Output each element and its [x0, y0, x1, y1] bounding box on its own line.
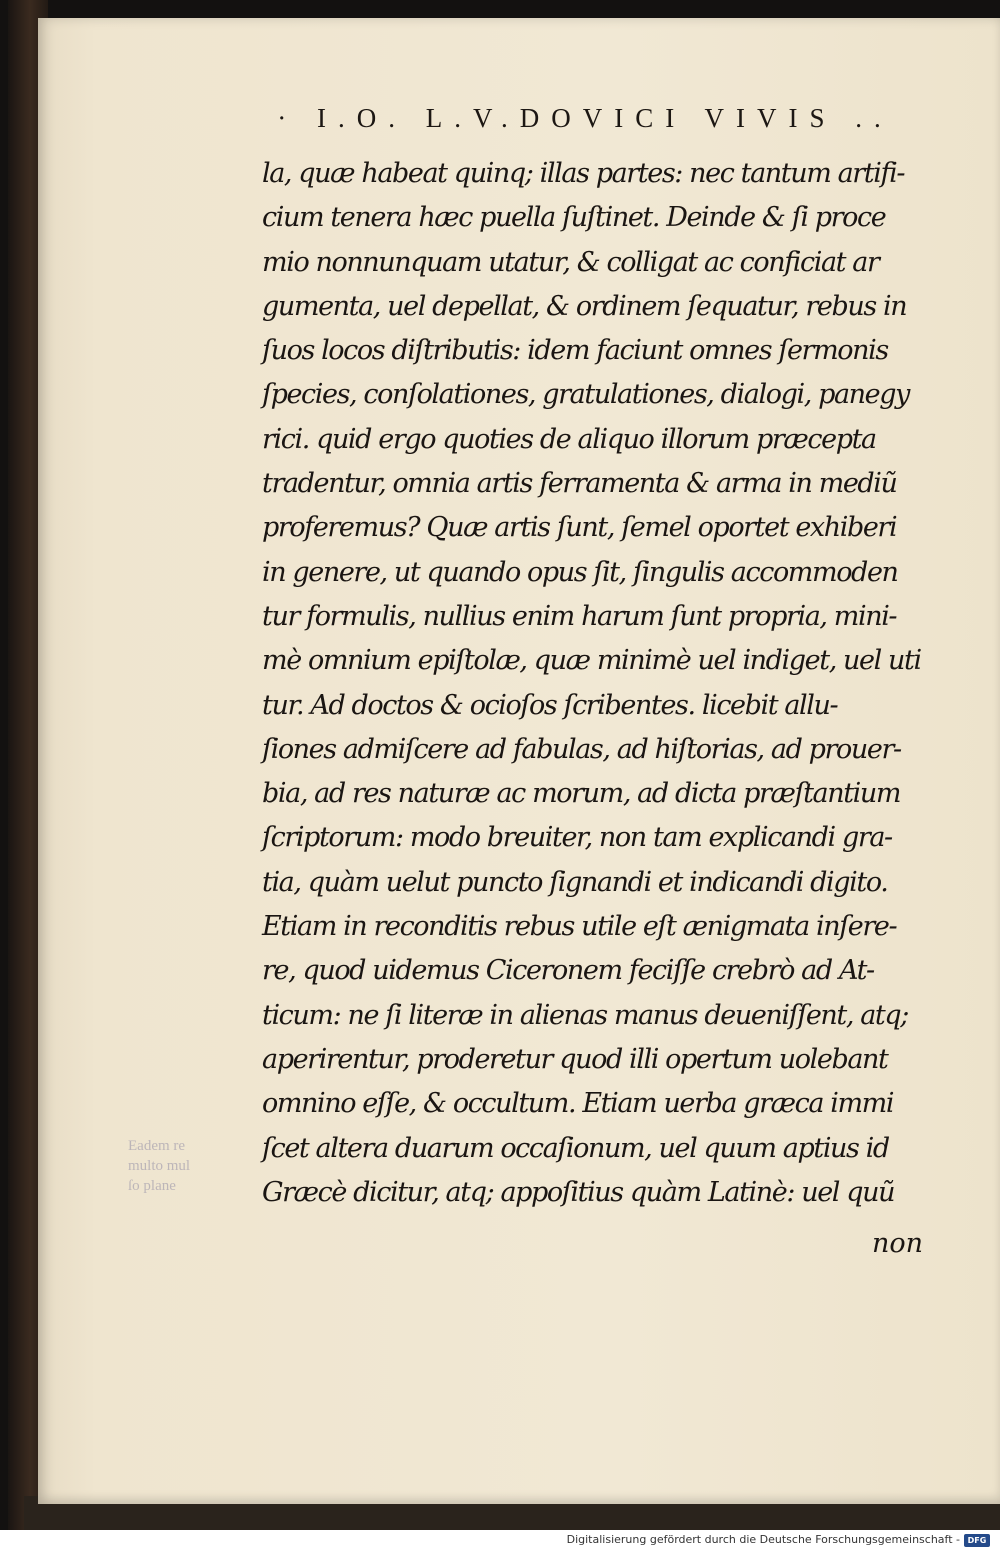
text-line: mio nonnunquam utatur, & colligat ac conficiat ar — [262, 246, 879, 278]
text-line: rici. quid ergo quoties de aliquo illorum præcepta — [262, 423, 876, 455]
text-line: cium tenera hæc puella ſuſtinet. Deinde & ſi proce — [262, 202, 886, 234]
text-line: ſcriptorum: modo breuiter, non tam explicandi gra- — [262, 822, 892, 854]
text-line: ſpecies, conſolationes, gratulationes, dialogi, panegy — [262, 379, 909, 411]
text-line: aperirentur, proderetur quod illi opertum uolebant — [262, 1043, 888, 1075]
text-line: in genere, ut quando opus ſit, ſingulis accommoden — [262, 556, 898, 588]
text-line: mè omnium epiſtolæ, quæ minimè uel indiget, uel uti — [262, 645, 921, 677]
show-through-text — [128, 1136, 248, 1196]
running-head: · I.O. L.V.DOVICI VIVIS .. — [277, 103, 893, 133]
text-line: proferemus? Quæ artis ſunt, ſemel oportet exhiberi — [262, 512, 897, 544]
text-line: tia, quàm uelut puncto ſignandi et indicandi digito. — [262, 866, 888, 898]
text-line: ticum: ne ſi literæ in alienas manus deueniſſent, atq; — [262, 999, 908, 1031]
catchword: non — [872, 1228, 924, 1259]
text-line: bia, ad res naturæ ac morum, ad dicta præſtantium — [262, 778, 901, 810]
text-line: tradentur, omnia artis ferramenta & arma in mediũ — [262, 468, 897, 500]
text-line: ſcet altera duarum occaſionum, uel quum aptius id — [262, 1132, 889, 1164]
text-line: tur formulis, nullius enim harum ſunt propria, mini- — [262, 600, 897, 632]
text-line: gumenta, uel depellat, & ordinem ſequatur, rebus in — [262, 290, 907, 322]
text-line: ſuos locos diſtributis: idem faciunt omnes ſermonis — [262, 335, 888, 367]
dfg-logo: DFG — [964, 1534, 990, 1547]
text-line: la, quæ habeat quinq; illas partes: nec tantum artifi- — [262, 158, 905, 189]
show-through-line: multo mul — [128, 1158, 191, 1174]
text-line: tur. Ad doctos & ocioſos ſcribentes. licebit allu- — [262, 689, 838, 721]
text-line: Etiam in reconditis rebus utile eſt ænigmata inſere- — [262, 911, 897, 943]
show-through-line: Eadem re — [128, 1138, 186, 1154]
text-line: Græcè dicitur, atq; appoſitius quàm Latinè: uel quũ — [262, 1176, 895, 1208]
funding-credit: Digitalisierung gefördert durch die Deutsche Forschungsgemeinschaft - — [566, 1533, 960, 1546]
text-line: re, quod uidemus Ciceronem feciſſe crebrò ad At- — [262, 955, 874, 987]
show-through-line: ſo plane — [128, 1178, 176, 1194]
text-block — [262, 152, 942, 1215]
text-line: omnino eſſe, & occultum. Etiam uerba græca immi — [262, 1088, 894, 1120]
text-line: ſiones admiſcere ad fabulas, ad hiſtorias, ad prouer- — [262, 733, 901, 765]
